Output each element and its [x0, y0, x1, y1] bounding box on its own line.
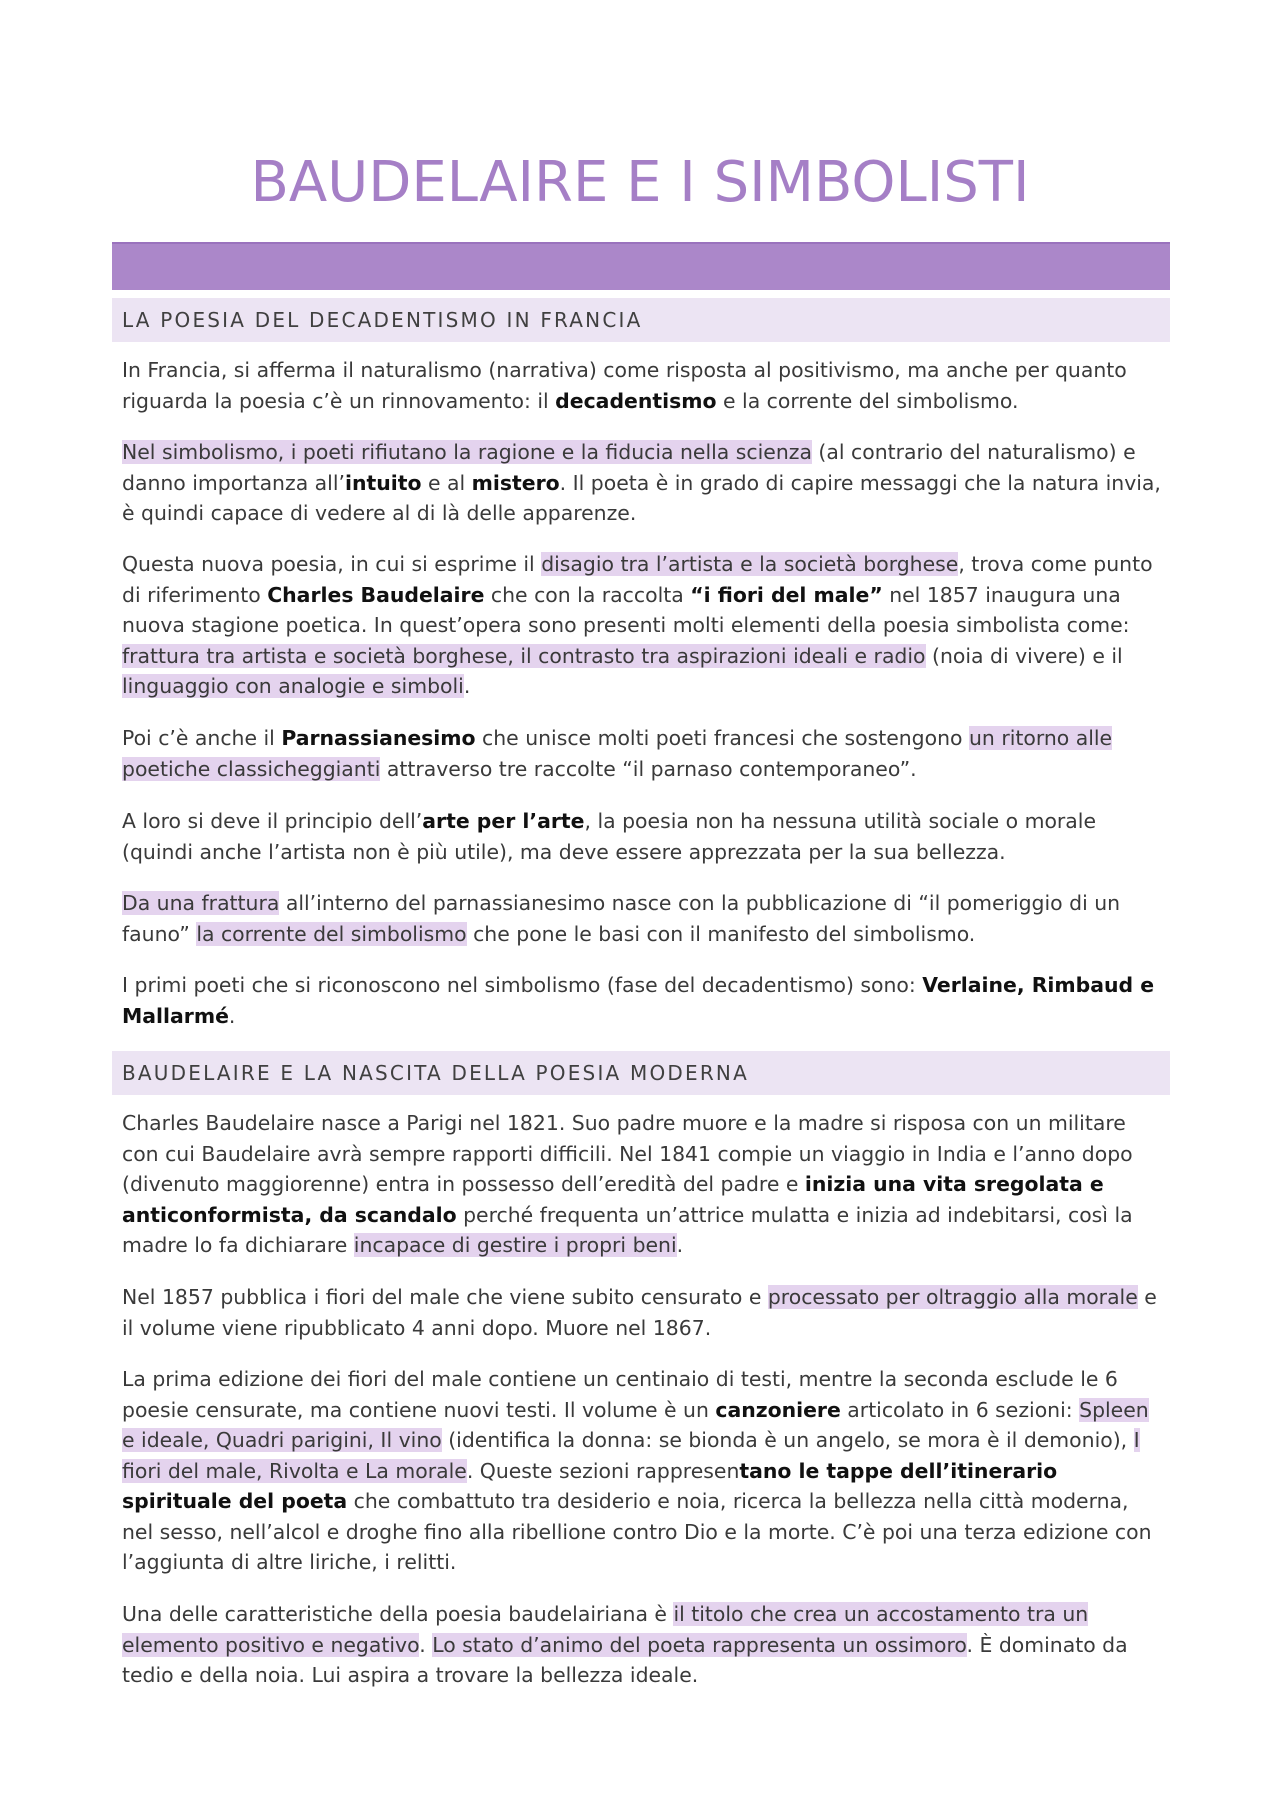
bold-text: “i fiori del male”: [690, 582, 883, 607]
paragraph-4: Poi c’è anche il Parnassianesimo che unisce molti poeti francesi che sostengono un ritorno alle poetiche classicheggianti attraverso tre raccolte “il parnaso contemporaneo”.: [122, 726, 1113, 781]
highlight: il titolo che crea un accostamento tra un elemento positivo e negativo: [122, 1602, 1089, 1657]
paragraph-5: A loro si deve il principio dell’arte per l’arte, la poesia non ha nessuna utilità sociale o morale (quindi anche l’artista non è più utile), ma deve essere apprezzata per la sua bellezza.: [122, 809, 1097, 864]
section-heading-baudelaire: BAUDELAIRE E LA NASCITA DELLA POESIA MODERNA: [112, 1051, 1170, 1095]
bold-text: Parnassianesimo: [281, 726, 476, 750]
paragraph-1: In Francia, si afferma il naturalismo (narrativa) come risposta al positivismo, ma anche per quanto riguarda la poesia c’è un rinnovamento: il decadentismo e la corrente del simbolismo.: [122, 358, 1127, 413]
highlight: frattura tra artista e società borghese, il contrasto tra aspirazioni ideali e radio: [122, 643, 926, 668]
page-title: BAUDELAIRE E I SIMBOLISTI: [250, 150, 1030, 215]
paragraph-2: Nel simbolismo, i poeti rifiutano la ragione e la fiducia nella scienza (al contrario del naturalismo) e danno importanza all’intuito e al mistero. Il poeta è in grado di capire messaggi che la natura invia, è quindi capace di vedere al di là delle apparenze.: [122, 440, 1161, 525]
highlight: processato per oltraggio alla morale: [767, 1285, 1138, 1309]
highlight: Lo stato d’animo del poeta rappresenta un ossimoro: [432, 1632, 967, 1657]
bold-text: inizia una vita sregolata e anticonformista, da scandalo: [122, 1172, 1104, 1227]
bold-text: canzoniere: [715, 1397, 841, 1422]
paragraph-3: Questa nuova poesia, in cui si esprime il disagio tra l’artista e la società borghese, trova come punto di riferimento Charles Baudelaire che con la raccolta “i fiori del male” nel 1857 inaugura una nuova stagione poetica. In quest’opera sono presenti molti elementi della poesia simbolista come: frattura tra artista e società borghese, il contrasto tra aspirazioni ideali e radio (noia di vivere) e il linguaggio con analogie e simboli.: [122, 552, 1153, 698]
bold-text: arte per l’arte: [422, 809, 585, 833]
highlight: Spleen e ideale, Quadri parigini, Il vino: [122, 1397, 1149, 1452]
bold-text: Verlaine, Rimbaud e Mallarmé: [122, 973, 1155, 1028]
paragraph-6: Da una frattura all’interno del parnassianesimo nasce con la pubblicazione di “il pomeriggio di un fauno” la corrente del simbolismo che pone le basi con il manifesto del simbolismo.: [122, 891, 1121, 946]
bold-text: intuito: [344, 470, 422, 495]
bold-text: Charles Baudelaire: [267, 582, 485, 607]
highlight: I fiori del male, Rivolta e La morale: [122, 1428, 1140, 1483]
paragraph-11: Una delle caratteristiche della poesia baudelairiana è il titolo che crea un accostamento tra un elemento positivo e negativo. Lo stato d’animo del poeta rappresenta un ossimoro. È dominato da tedio e della noia. Lui aspira a trovare la bellezza ideale.: [122, 1602, 1128, 1687]
highlight: disagio tra l’artista e la società borghese: [541, 552, 959, 576]
bold-text: mistero: [471, 470, 560, 495]
highlight: Nel simbolismo, i poeti rifiutano la ragione e la fiducia nella scienza: [122, 440, 812, 464]
highlight: Da una frattura: [122, 891, 280, 915]
title-banner: [112, 242, 1170, 290]
highlight: linguaggio con analogie e simboli: [122, 674, 464, 698]
bold-text: decadentismo: [555, 388, 717, 413]
section-heading-decadentismo: LA POESIA DEL DECADENTISMO IN FRANCIA: [112, 298, 1170, 342]
paragraph-9: Nel 1857 pubblica i fiori del male che viene subito censurato e processato per oltraggio alla morale e il volume viene ripubblicato 4 anni dopo. Muore nel 1867.: [122, 1285, 1157, 1340]
bold-text: tano le tappe dell’itinerario spirituale del poeta: [122, 1458, 1058, 1513]
paragraph-7: I primi poeti che si riconoscono nel simbolismo (fase del decadentismo) sono: Verlaine, Rimbaud e Mallarmé.: [122, 973, 1155, 1028]
highlight: un ritorno alle poetiche classicheggianti: [122, 726, 1113, 781]
highlight: incapace di gestire i propri beni: [353, 1233, 677, 1257]
paragraph-8: Charles Baudelaire nasce a Parigi nel 1821. Suo padre muore e la madre si risposa con un militare con cui Baudelaire avrà sempre rapporti difficili. Nel 1841 compie un viaggio in India e l’anno dopo (divenuto maggiorenne) entra in possesso dell’eredità del padre e inizia una vita sregolata e anticonformista, da scandalo perché frequenta un’attrice mulatta e inizia ad indebitarsi, così la madre lo fa dichiarare incapace di gestire i propri beni.: [122, 1111, 1133, 1257]
paragraph-10: La prima edizione dei fiori del male contiene un centinaio di testi, mentre la seconda esclude le 6 poesie censurate, ma contiene nuovi testi. Il volume è un canzoniere articolato in 6 sezioni: Spleen e ideale, Quadri parigini, Il vino (identifica la donna: se bionda è un angelo, se mora è il demonio), I fiori del male, Rivolta e La morale. Queste sezioni rappresentano le tappe dell’itinerario spirituale del poeta che combattuto tra desiderio e noia, ricerca la bellezza nella città moderna, nel sesso, nell’alcol e droghe fino alla ribellione contro Dio e la morte. C’è poi una terza edizione con l’aggiunta di altre liriche, i relitti.: [122, 1367, 1152, 1574]
highlight: la corrente del simbolismo: [196, 921, 467, 946]
